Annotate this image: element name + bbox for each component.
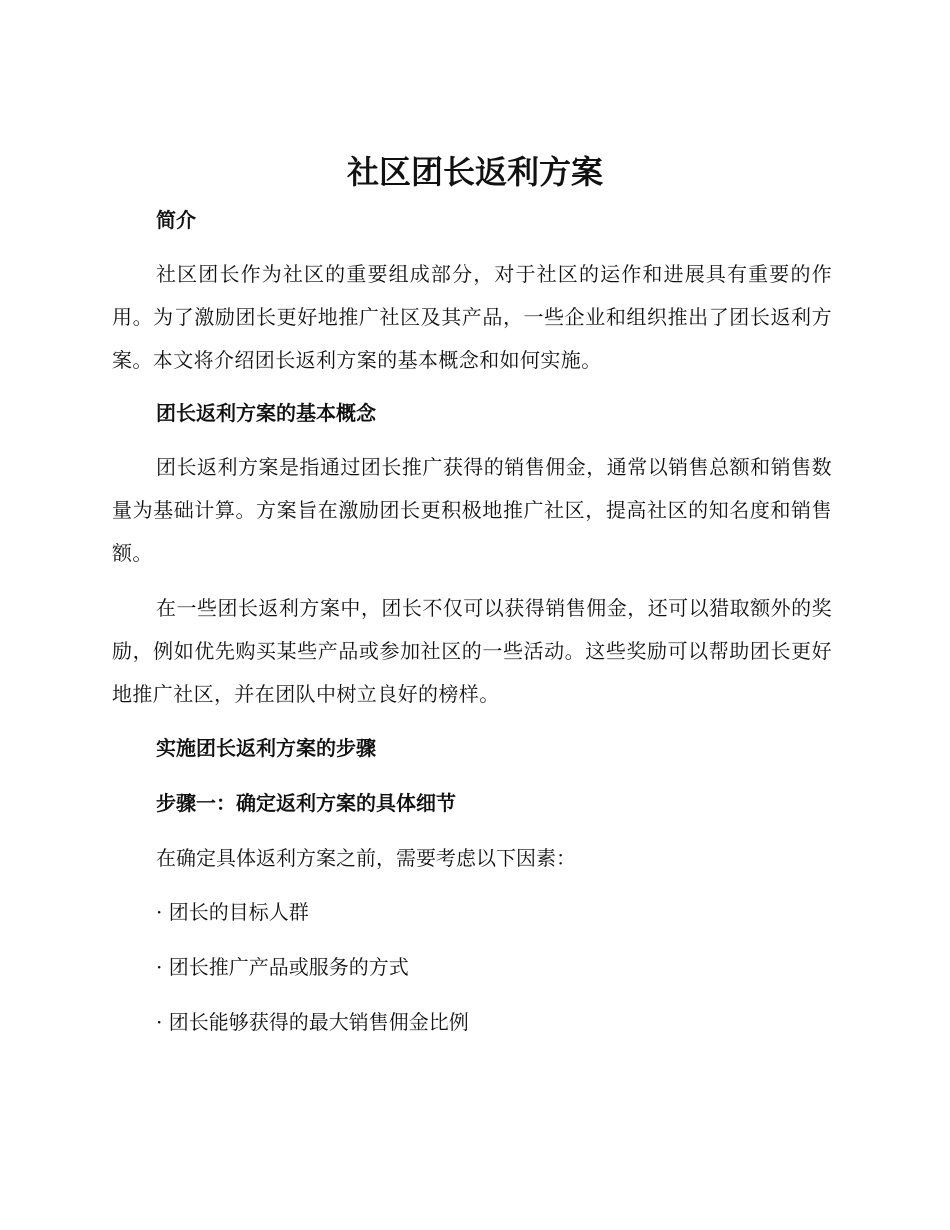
list-item: · 团长推广产品或服务的方式 xyxy=(156,955,409,979)
paragraph-intro: 社区团长作为社区的重要组成部分，对于社区的运作和进展具有重要的作用。为了激励团长更好地推广社区及其产品，一些企业和组织推出了团长返利方案。本文将介绍团长返利方案的基本概念和如何实施。 xyxy=(112,262,832,372)
heading-steps: 实施团长返利方案的步骤 xyxy=(156,736,376,760)
step-1-intro: 在确定具体返利方案之前，需要考虑以下因素： xyxy=(156,846,576,870)
document-title: 社区团长返利方案 xyxy=(346,153,603,191)
heading-intro: 简介 xyxy=(156,208,196,232)
list-item: · 团长的目标人群 xyxy=(156,900,309,924)
heading-step-1: 步骤一：确定返利方案的具体细节 xyxy=(156,791,456,815)
list-item: · 团长能够获得的最大销售佣金比例 xyxy=(156,1010,469,1034)
paragraph-concept-2: 在一些团长返利方案中，团长不仅可以获得销售佣金，还可以猎取额外的奖励，例如优先购买某些产品或参加社区的一些活动。这些奖励可以帮助团长更好地推广社区，并在团队中树立良好的榜样。 xyxy=(112,596,832,706)
heading-concept: 团长返利方案的基本概念 xyxy=(156,401,376,425)
paragraph-concept-1: 团长返利方案是指通过团长推广获得的销售佣金，通常以销售总额和销售数量为基础计算。方案旨在激励团长更积极地推广社区，提高社区的知名度和销售额。 xyxy=(112,455,832,565)
